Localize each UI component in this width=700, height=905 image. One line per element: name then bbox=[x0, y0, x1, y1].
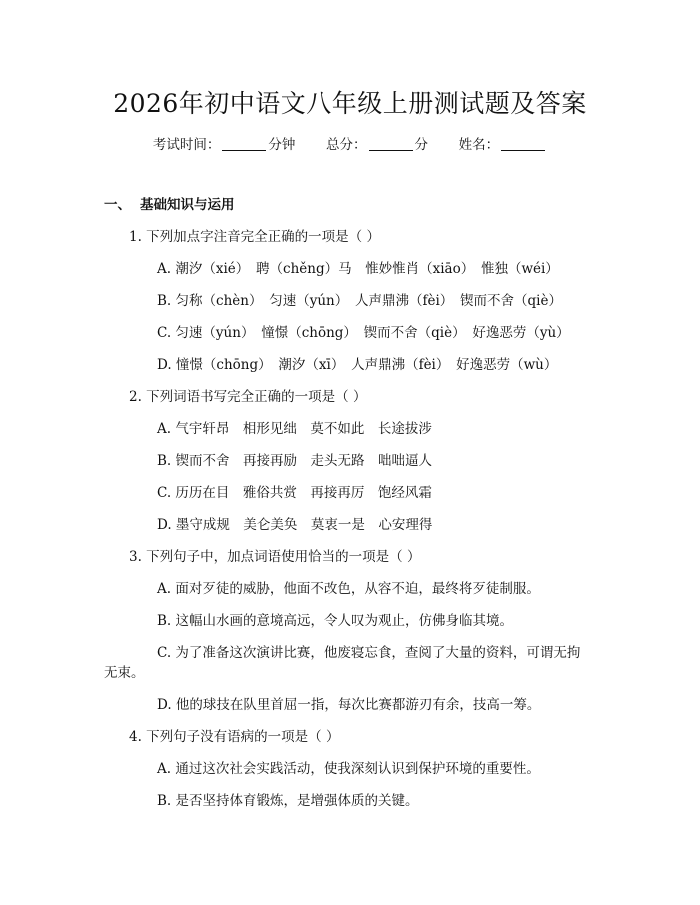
q1-option-a: A. 潮汐（xié） 聘（chěng）马 惟妙惟肖（xiāo） 惟独（wéi） bbox=[157, 261, 559, 277]
score-unit: 分 bbox=[414, 137, 428, 153]
q3-option-c: C. 为了准备这次演讲比赛，他废寝忘食，查阅了大量的资料，可谓无拘 bbox=[157, 645, 581, 661]
name-blank bbox=[501, 150, 545, 151]
q4-option-b: B. 是否坚持体育锻炼，是增强体质的关键。 bbox=[157, 793, 419, 809]
q1-option-c: C. 匀速（yún） 憧憬（chōng） 锲而不舍（qiè） 好逸恶劳（yù） bbox=[157, 325, 570, 341]
question-4: 4. 下列句子没有语病的一项是（ ） bbox=[129, 729, 340, 745]
q2-option-c: C. 历历在目 雅俗共赏 再接再厉 饱经风霜 bbox=[157, 485, 432, 501]
q1-option-b: B. 匀称（chèn） 匀速（yún） 人声鼎沸（fèi） 锲而不舍（qiè） bbox=[157, 293, 562, 309]
time-label: 考试时间： bbox=[152, 137, 221, 153]
q2-option-d: D. 墨守成规 美仑美奂 莫衷一是 心安理得 bbox=[157, 517, 433, 533]
score-blank bbox=[369, 150, 413, 151]
score-label: 总分： bbox=[326, 137, 367, 153]
q3-option-c-continued: 无束。 bbox=[104, 665, 145, 681]
q2-option-a: A. 气宇轩昂 相形见绌 莫不如此 长途拔涉 bbox=[157, 421, 432, 437]
q2-option-b: B. 锲而不舍 再接再励 走头无路 咄咄逼人 bbox=[157, 453, 433, 469]
time-unit: 分钟 bbox=[268, 137, 296, 153]
section-title: 基础知识与运用 bbox=[140, 197, 235, 213]
q4-option-a: A. 通过这次社会实践活动，使我深刻认识到保护环境的重要性。 bbox=[157, 761, 540, 777]
q3-option-b: B. 这幅山水画的意境高远，令人叹为观止，仿佛身临其境。 bbox=[157, 613, 514, 629]
question-2: 2. 下列词语书写完全正确的一项是（ ） bbox=[129, 389, 367, 405]
exam-meta bbox=[0, 133, 700, 153]
page-title: 2026年初中语文八年级上册测试题及答案 bbox=[113, 89, 587, 118]
question-3: 3. 下列句子中，加点词语使用恰当的一项是（ ） bbox=[129, 549, 421, 565]
section-number: 一、 bbox=[104, 197, 131, 213]
section-heading bbox=[104, 193, 235, 213]
name-label: 姓名： bbox=[458, 137, 500, 153]
q3-option-a: A. 面对歹徒的威胁，他面不改色，从容不迫，最终将歹徒制服。 bbox=[157, 581, 540, 597]
q1-option-d: D. 憧憬（chōng） 潮汐（xī） 人声鼎沸（fèi） 好逸恶劳（wù） bbox=[157, 357, 558, 373]
question-1: 1. 下列加点字注音完全正确的一项是（ ） bbox=[129, 229, 380, 245]
q3-option-d: D. 他的球技在队里首屈一指，每次比赛都游刃有余，技高一筹。 bbox=[157, 697, 541, 713]
time-blank bbox=[222, 150, 266, 151]
